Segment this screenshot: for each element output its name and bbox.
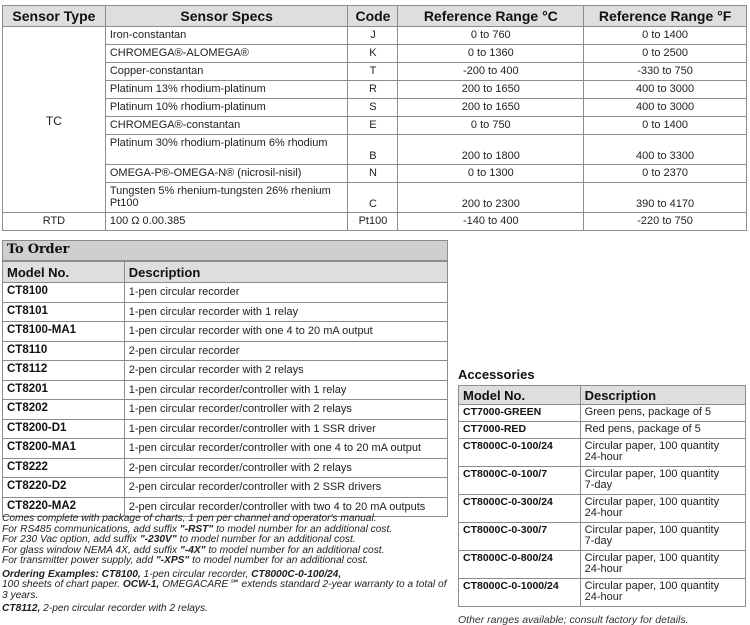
header-sensor-type: Sensor Type	[3, 6, 106, 27]
model-no: CT8202	[3, 400, 125, 420]
note-text: 100 sheets of chart paper.	[2, 579, 123, 590]
range-f: 0 to 1400	[584, 27, 747, 45]
model-no: CT8220-D2	[3, 478, 125, 498]
header-range-f: Reference Range °F	[584, 6, 747, 27]
table-row	[3, 165, 747, 183]
sensor-spec: OMEGA-P®-OMEGA-N® (nicrosil-nisil)	[105, 165, 348, 183]
note-text: For transmitter power supply, add	[2, 555, 156, 566]
sensor-code: N	[348, 165, 398, 183]
model-no: CT8101	[3, 302, 125, 322]
table-row	[3, 63, 747, 81]
table-row	[459, 439, 746, 467]
range-c: 200 to 1650	[398, 99, 584, 117]
sensor-type-rtd: RTD	[3, 213, 106, 231]
note-suffix: "-XPS"	[155, 555, 190, 566]
sensor-code: R	[348, 81, 398, 99]
note-text: 2-pen circular recorder with 2 relays.	[40, 603, 208, 614]
table-row	[459, 405, 746, 422]
sensor-code: B	[348, 135, 398, 165]
note-suffix: "-230V"	[139, 534, 177, 545]
table-row	[459, 495, 746, 523]
model-description	[580, 579, 745, 607]
header-range-c: Reference Range °C	[398, 6, 584, 27]
example-model: CT8100,	[98, 568, 141, 580]
header-sensor-specs: Sensor Specs	[105, 6, 348, 27]
sensor-range-table	[2, 5, 747, 231]
order-notes	[2, 514, 448, 615]
range-f: 400 to 3000	[584, 99, 747, 117]
sensor-spec: Tungsten 5% rhenium-tungsten 26% rhenium Pt100	[105, 183, 348, 213]
note-suffix: "-RST"	[179, 523, 214, 535]
note-text: For 230 Vac option, add suffix	[2, 534, 140, 545]
to-order-title-bar	[2, 240, 448, 261]
table-row	[3, 27, 747, 45]
model-description	[580, 495, 745, 523]
model-description: 1-pen circular recorder/controller with 1 SSR driver	[124, 419, 447, 439]
model-no: CT8100-MA1	[3, 322, 125, 342]
model-description: 2-pen circular recorder/controller with two 4 to 20 mA outputs	[124, 497, 447, 517]
desc-line: Circular paper, 100 quantity	[584, 580, 720, 592]
ordering-examples-label: Ordering Examples:	[2, 568, 99, 580]
table-row	[3, 400, 448, 420]
sensor-code: J	[348, 27, 398, 45]
desc-line: 24-hour	[584, 591, 623, 603]
sensor-spec: Platinum 10% rhodium-platinum	[105, 99, 348, 117]
note-text: to model number for an additional cost.	[189, 555, 369, 566]
table-row	[3, 99, 747, 117]
model-no: CT8000C-0-100/24	[459, 439, 581, 467]
note-text: For RS485 communications, add suffix	[2, 523, 180, 535]
model-no: CT8112	[3, 361, 125, 381]
sensor-header-row	[3, 6, 747, 27]
sensor-code: E	[348, 117, 398, 135]
header-model-no: Model No.	[3, 262, 125, 283]
desc-line: Circular paper, 100 quantity	[584, 440, 720, 452]
model-description: 2-pen circular recorder/controller with 2 relays	[124, 458, 447, 478]
model-no: CT7000-RED	[459, 422, 581, 439]
table-row	[459, 467, 746, 495]
note-text: Comes complete with package of charts, 1 pen per channel and operator's manual.	[2, 513, 377, 524]
note-text: OMEGACARE℠ extends standard 2-year warranty to a total of 3 years.	[2, 579, 447, 601]
table-row	[459, 422, 746, 439]
desc-line: 24-hour	[584, 451, 623, 463]
range-f: 400 to 3000	[584, 81, 747, 99]
header-model-no: Model No.	[459, 386, 581, 405]
range-c: 200 to 2300	[398, 183, 584, 213]
note-text: For glass window NEMA 4X, add suffix	[2, 544, 180, 556]
range-c: 200 to 1800	[398, 135, 584, 165]
desc-line: Circular paper, 100 quantity	[584, 524, 720, 536]
range-c: 0 to 1360	[398, 45, 584, 63]
range-f: 0 to 2500	[584, 45, 747, 63]
note-line	[2, 556, 448, 567]
table-row	[3, 458, 448, 478]
table-row	[3, 283, 448, 303]
note-suffix: "-4X"	[179, 544, 206, 556]
model-description: 1-pen circular recorder with 1 relay	[124, 302, 447, 322]
table-row	[459, 523, 746, 551]
note-text: to model number for an additional cost.	[205, 544, 385, 556]
model-description: 1-pen circular recorder with one 4 to 20 mA output	[124, 322, 447, 342]
model-no: CT8200-D1	[3, 419, 125, 439]
header-description: Description	[580, 386, 745, 405]
range-f: 0 to 1400	[584, 117, 747, 135]
range-f: 400 to 3300	[584, 135, 747, 165]
model-description: 1-pen circular recorder/controller with 1 relay	[124, 380, 447, 400]
model-description: Red pens, package of 5	[580, 422, 745, 439]
example-model: CT8112,	[2, 603, 41, 614]
desc-line: Circular paper, 100 quantity	[584, 468, 720, 480]
range-f: 390 to 4170	[584, 183, 747, 213]
table-row	[3, 135, 747, 165]
table-row	[3, 45, 747, 63]
model-description: 1-pen circular recorder/controller with one 4 to 20 mA output	[124, 439, 447, 459]
to-order-title: To Order	[7, 242, 70, 257]
model-description	[580, 439, 745, 467]
sensor-spec: 100 Ω 0.00.385	[105, 213, 348, 231]
table-row	[459, 551, 746, 579]
model-description	[580, 523, 745, 551]
range-f: -330 to 750	[584, 63, 747, 81]
desc-line: 7-day	[584, 535, 613, 547]
model-no: CT8000C-0-300/7	[459, 523, 581, 551]
model-no: CT8222	[3, 458, 125, 478]
range-c: 0 to 760	[398, 27, 584, 45]
desc-line: 24-hour	[584, 563, 623, 575]
table-row	[3, 439, 448, 459]
sensor-spec: Iron-constantan	[105, 27, 348, 45]
desc-line: Circular paper, 100 quantity	[584, 552, 720, 564]
sensor-type-tc: TC	[3, 27, 106, 213]
model-description: 1-pen circular recorder	[124, 283, 447, 303]
sensor-spec: CHROMEGA®-constantan	[105, 117, 348, 135]
model-no: CT8000C-0-1000/24	[459, 579, 581, 607]
sensor-spec: Platinum 30% rhodium-platinum 6% rhodium	[105, 135, 348, 165]
order-table	[2, 261, 448, 517]
note-line	[2, 604, 448, 615]
range-c: 0 to 750	[398, 117, 584, 135]
sensor-code: C	[348, 183, 398, 213]
model-no: CT8201	[3, 380, 125, 400]
model-description: 2-pen circular recorder/controller with 2 SSR drivers	[124, 478, 447, 498]
sensor-code: K	[348, 45, 398, 63]
model-description	[580, 551, 745, 579]
model-description: Green pens, package of 5	[580, 405, 745, 422]
table-row	[3, 117, 747, 135]
accessories-header-row	[459, 386, 746, 405]
table-row	[3, 81, 747, 99]
desc-line: Circular paper, 100 quantity	[584, 496, 720, 508]
model-description: 2-pen circular recorder	[124, 341, 447, 361]
order-header-row	[3, 262, 448, 283]
desc-line: 7-day	[584, 479, 613, 491]
model-description: 2-pen circular recorder with 2 relays	[124, 361, 447, 381]
table-row	[3, 380, 448, 400]
range-c: -200 to 400	[398, 63, 584, 81]
note-text: to model number for an additional cost.	[176, 534, 356, 545]
accessories-table	[458, 385, 746, 607]
model-no: CT8220-MA2	[3, 497, 125, 517]
note-text: to model number for an additional cost.	[213, 523, 393, 535]
table-row	[3, 361, 448, 381]
sensor-code: Pt100	[348, 213, 398, 231]
example-model: OCW-1,	[122, 579, 160, 590]
table-row	[3, 341, 448, 361]
header-description: Description	[124, 262, 447, 283]
model-description: 1-pen circular recorder/controller with 2 relays	[124, 400, 447, 420]
table-row	[3, 302, 448, 322]
model-no: CT8000C-0-100/7	[459, 467, 581, 495]
model-no: CT8200-MA1	[3, 439, 125, 459]
note-text: 1-pen circular recorder,	[140, 568, 252, 580]
model-no: CT7000-GREEN	[459, 405, 581, 422]
range-c: 0 to 1300	[398, 165, 584, 183]
model-no: CT8110	[3, 341, 125, 361]
header-code: Code	[348, 6, 398, 27]
table-row	[459, 579, 746, 607]
accessories-note: Other ranges available; consult factory for details.	[458, 614, 689, 625]
table-row	[3, 183, 747, 213]
range-f: 0 to 2370	[584, 165, 747, 183]
sensor-code: S	[348, 99, 398, 117]
model-no: CT8100	[3, 283, 125, 303]
sensor-spec: Platinum 13% rhodium-platinum	[105, 81, 348, 99]
table-row	[3, 478, 448, 498]
range-c: 200 to 1650	[398, 81, 584, 99]
ordering-examples	[2, 570, 448, 602]
range-c: -140 to 400	[398, 213, 584, 231]
table-row	[3, 322, 448, 342]
model-description	[580, 467, 745, 495]
model-no: CT8000C-0-300/24	[459, 495, 581, 523]
model-no: CT8000C-0-800/24	[459, 551, 581, 579]
sensor-code: T	[348, 63, 398, 81]
desc-line: 24-hour	[584, 507, 623, 519]
table-row	[3, 213, 747, 231]
range-f: -220 to 750	[584, 213, 747, 231]
sensor-spec: CHROMEGA®-ALOMEGA®	[105, 45, 348, 63]
table-row	[3, 419, 448, 439]
example-model: CT8000C-0-100/24,	[251, 568, 342, 580]
accessories-title: Accessories	[458, 367, 535, 382]
sensor-spec: Copper-constantan	[105, 63, 348, 81]
